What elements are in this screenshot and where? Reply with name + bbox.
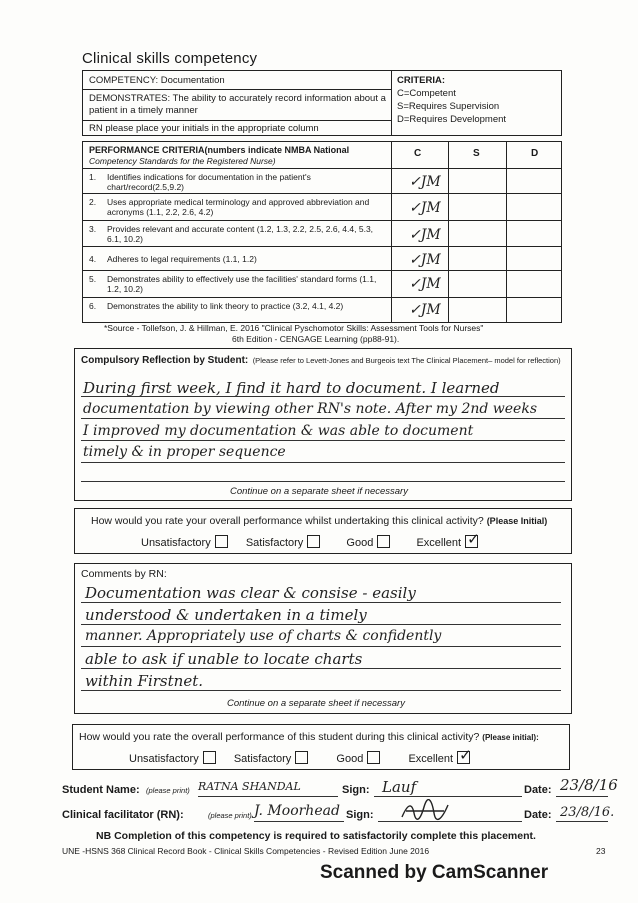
reflection-line: I improved my documentation & was able to document (83, 423, 474, 439)
competency-label: COMPETENCY: Documentation (89, 75, 225, 86)
criteria-supervision: S=Requires Supervision (397, 101, 500, 112)
reflection-line: During first week, I find it hard to document. I learned (83, 379, 500, 397)
comment-line: manner. Appropriately use of charts & confidently (85, 628, 442, 644)
initial-mark: ✓JM (409, 276, 441, 292)
student-name-hint: (please print) (146, 786, 190, 795)
completion-note: NB Completion of this competency is required to satisfactorily complete this placement. (96, 830, 536, 842)
criteria-development: D=Requires Development (397, 114, 507, 125)
page-number: 23 (596, 846, 606, 856)
self-rating-question: How would you rate your overall performance whilst undertaking this clinical activity? (91, 515, 484, 527)
student-date-label: Date: (524, 784, 552, 796)
option-unsatisfactory: Unsatisfactory (141, 537, 211, 549)
rn-rating-box (72, 724, 570, 770)
source-citation-2: 6th Edition - CENGAGE Learning (pp88-91). (232, 334, 400, 344)
initial-mark: ✓JM (409, 302, 441, 318)
comment-line: Documentation was clear & consise - easily (85, 584, 416, 602)
competency-header-box (82, 70, 562, 136)
student-name-value: RATNA SHANDAL (198, 780, 301, 793)
comments-continue-note: Continue on a separate sheet if necessary (227, 698, 405, 709)
performance-criteria-table: PERFORMANCE CRITERIA(numbers indicate NMBA National Competency Standards for the Registered Nurse) C S D 1. Identifies indications for documentation in the patient's chart/record(2.5,9.2) ✓JM 2. Uses appropriate medical terminology and approved abbreviation and acronyms (1.1, 2.2, 2.6, 4.2) ✓JM 3. Provides relevant and accurate content (1.2, 1.3, 2.2, 2.5, 2.6, 4.4, 5.3, 6.1, 10.2) ✓JM 4. Adheres to legal requirements (1.1, 1.2) ✓JM 5. Demonstrates ability to effectively use the facilities' standard forms (1.1, 1.2, 10.2) ✓JM 6. Demonstrates the ability to link theory to practice (3.2, 4.1, 4.2) ✓JM (82, 141, 562, 323)
initial-mark: ✓JM (409, 252, 441, 268)
performance-heading-2: Competency Standards for the Registered Nurse) (89, 156, 276, 166)
facilitator-hint: (please print) (208, 811, 252, 820)
facilitator-name-value: J. Moorhead (254, 803, 340, 819)
comments-label: Comments by RN: (81, 568, 167, 580)
criteria-title: CRITERIA: (397, 75, 446, 86)
student-reflection-box (74, 348, 572, 501)
performance-heading: PERFORMANCE CRITERIA(numbers indicate NMBA National (89, 145, 350, 155)
reflection-note: (Please refer to Levett-Jones and Burgeois text The Clinical Placement– model for reflection) (252, 356, 561, 365)
facilitator-label: Clinical facilitator (RN): (62, 809, 184, 821)
unsatisfactory-checkbox[interactable] (215, 535, 228, 548)
facilitator-date-value: 23/8/16. (560, 805, 615, 820)
option-excellent: Excellent (408, 753, 454, 765)
student-name-row (62, 778, 632, 802)
self-rating-box (74, 508, 572, 554)
unsatisfactory-checkbox[interactable] (203, 751, 216, 764)
rn-initials-note: RN please place your initials in the appropriate column (89, 123, 319, 134)
initial-mark: ✓JM (409, 227, 441, 243)
criteria-competent: C=Competent (397, 88, 456, 99)
option-excellent: Excellent (416, 537, 462, 549)
satisfactory-checkbox[interactable] (295, 751, 308, 764)
rn-rating-note: (Please initial): (482, 733, 539, 742)
comment-line: able to ask if unable to locate charts (85, 650, 363, 668)
facilitator-date-label: Date: (524, 809, 552, 821)
option-unsatisfactory: Unsatisfactory (129, 753, 199, 765)
scanner-watermark: Scanned by CamScanner (320, 862, 549, 883)
source-citation: *Source - Tollefson, J. & Hillman, E. 2016 "Clinical Pyschomotor Skills: Assessment Tools for Nurses" (104, 323, 484, 333)
student-signature: Lauf (382, 778, 417, 796)
satisfactory-checkbox[interactable] (307, 535, 320, 548)
facilitator-sign-label: Sign: (346, 809, 374, 821)
initial-mark: ✓JM (409, 200, 441, 216)
self-rating-note: (Please Initial) (486, 516, 548, 526)
column-s-header: S (473, 148, 480, 159)
facilitator-signature (398, 799, 458, 823)
option-satisfactory: Satisfactory (245, 537, 304, 549)
check-icon: ✓ (467, 530, 480, 548)
good-checkbox[interactable] (367, 751, 380, 764)
column-c-header: C (414, 148, 422, 159)
comment-line: within Firstnet. (85, 672, 203, 690)
comment-line: understood & undertaken in a timely (85, 606, 367, 624)
demonstrates-text: DEMONSTRATES: The ability to accurately record information about a patient in a timely manner (89, 93, 386, 116)
initial-mark: ✓JM (409, 174, 441, 190)
option-good: Good (336, 753, 364, 765)
excellent-checkbox[interactable] (465, 530, 480, 548)
student-name-label: Student Name: (62, 784, 140, 796)
good-checkbox[interactable] (377, 535, 390, 548)
rn-comments-box (74, 563, 572, 714)
check-icon: ✓ (459, 746, 472, 764)
rn-rating-question: How would you rate the overall performance of this student during this clinical activity? (79, 731, 480, 743)
student-date-value: 23/8/16 (560, 776, 618, 794)
option-good: Good (346, 537, 374, 549)
reflection-continue-note: Continue on a separate sheet if necessary (230, 486, 408, 497)
reflection-label: Compulsory Reflection by Student: (81, 355, 249, 366)
student-sign-label: Sign: (342, 784, 370, 796)
book-reference: UNE -HSNS 368 Clinical Record Book - Clinical Skills Competencies - Revised Edition June 2016 (62, 846, 430, 856)
option-satisfactory: Satisfactory (233, 753, 292, 765)
column-d-header: D (531, 148, 539, 159)
facilitator-row (62, 803, 632, 827)
page-title: Clinical skills competency (82, 50, 258, 67)
reflection-line: documentation by viewing other RN's note. After my 2nd weeks (83, 401, 538, 417)
reflection-line: timely & in proper sequence (83, 444, 286, 460)
excellent-checkbox[interactable] (457, 746, 472, 764)
